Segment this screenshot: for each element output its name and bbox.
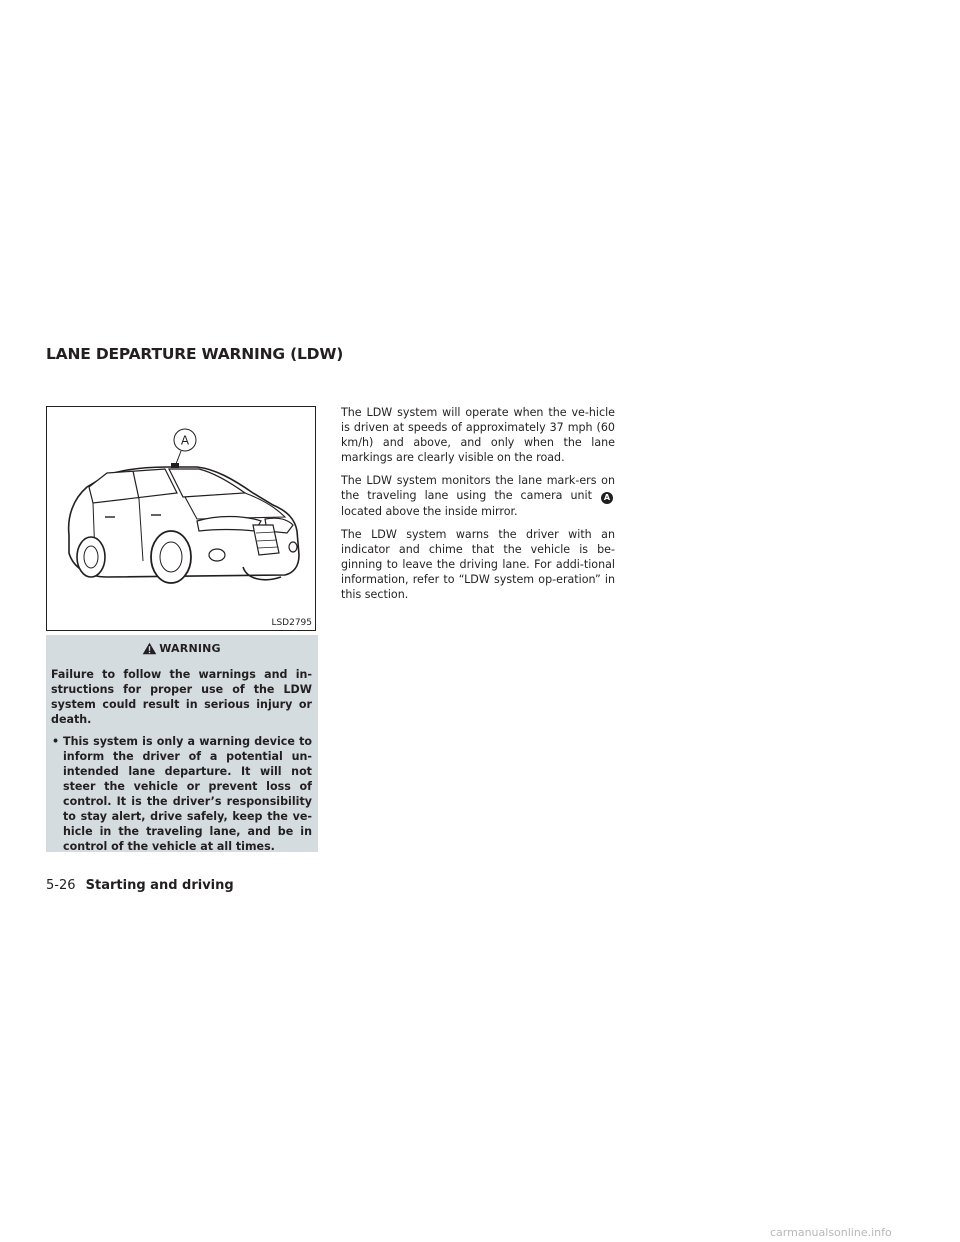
page-footer <box>46 878 234 893</box>
body-paragraph-2-before: The LDW system monitors the lane mark-ers on the traveling lane using the camera unit <box>341 474 615 502</box>
warning-intro: Failure to follow the warnings and in-structions for proper use of the LDW system could result in serious injury or death. <box>51 668 312 726</box>
chapter-title: Starting and driving <box>85 878 234 893</box>
body-text-column <box>341 405 615 610</box>
body-paragraph-1: The LDW system will operate when the ve-hicle is driven at speeds of approximately 37 mph (60 km/h) and above, and only when the lane markings are clearly visible on the road. <box>341 406 615 464</box>
warning-bullet-text: This system is only a warning device to inform the driver of a potential un-intended lane departure. It will not steer the vehicle or prevent loss of control. It is the driver’s responsibility to stay alert, drive safely, keep the ve-hicle in the traveling lane, and be in control of the vehicle at all times. <box>63 735 312 853</box>
body-paragraph-2 <box>341 473 615 519</box>
bullet-icon: • <box>52 735 60 748</box>
list-item <box>51 734 312 854</box>
body-paragraph-3: The LDW system warns the driver with an indicator and chime that the vehicle is be-ginning to leave the driving lane. For addi-tional information, refer to “LDW system op-eration” in this section. <box>341 528 615 601</box>
warning-header <box>51 635 312 661</box>
warning-triangle-icon <box>142 642 157 655</box>
warning-list <box>51 734 312 854</box>
watermark: carmanualsonline.info <box>770 1226 892 1239</box>
callout-a-icon: A <box>601 492 613 504</box>
figure-id: LSD2795 <box>271 618 312 628</box>
warning-title: WARNING <box>159 641 221 655</box>
section-title: LANE DEPARTURE WARNING (LDW) <box>46 345 344 363</box>
vehicle-camera-illustration <box>47 407 317 632</box>
figure-callout: A <box>180 433 190 448</box>
body-paragraph-2-after: located above the inside mirror. <box>341 505 518 518</box>
page-number: 5-26 <box>46 878 76 893</box>
warning-box <box>46 635 318 852</box>
figure-vehicle-camera <box>46 406 316 631</box>
